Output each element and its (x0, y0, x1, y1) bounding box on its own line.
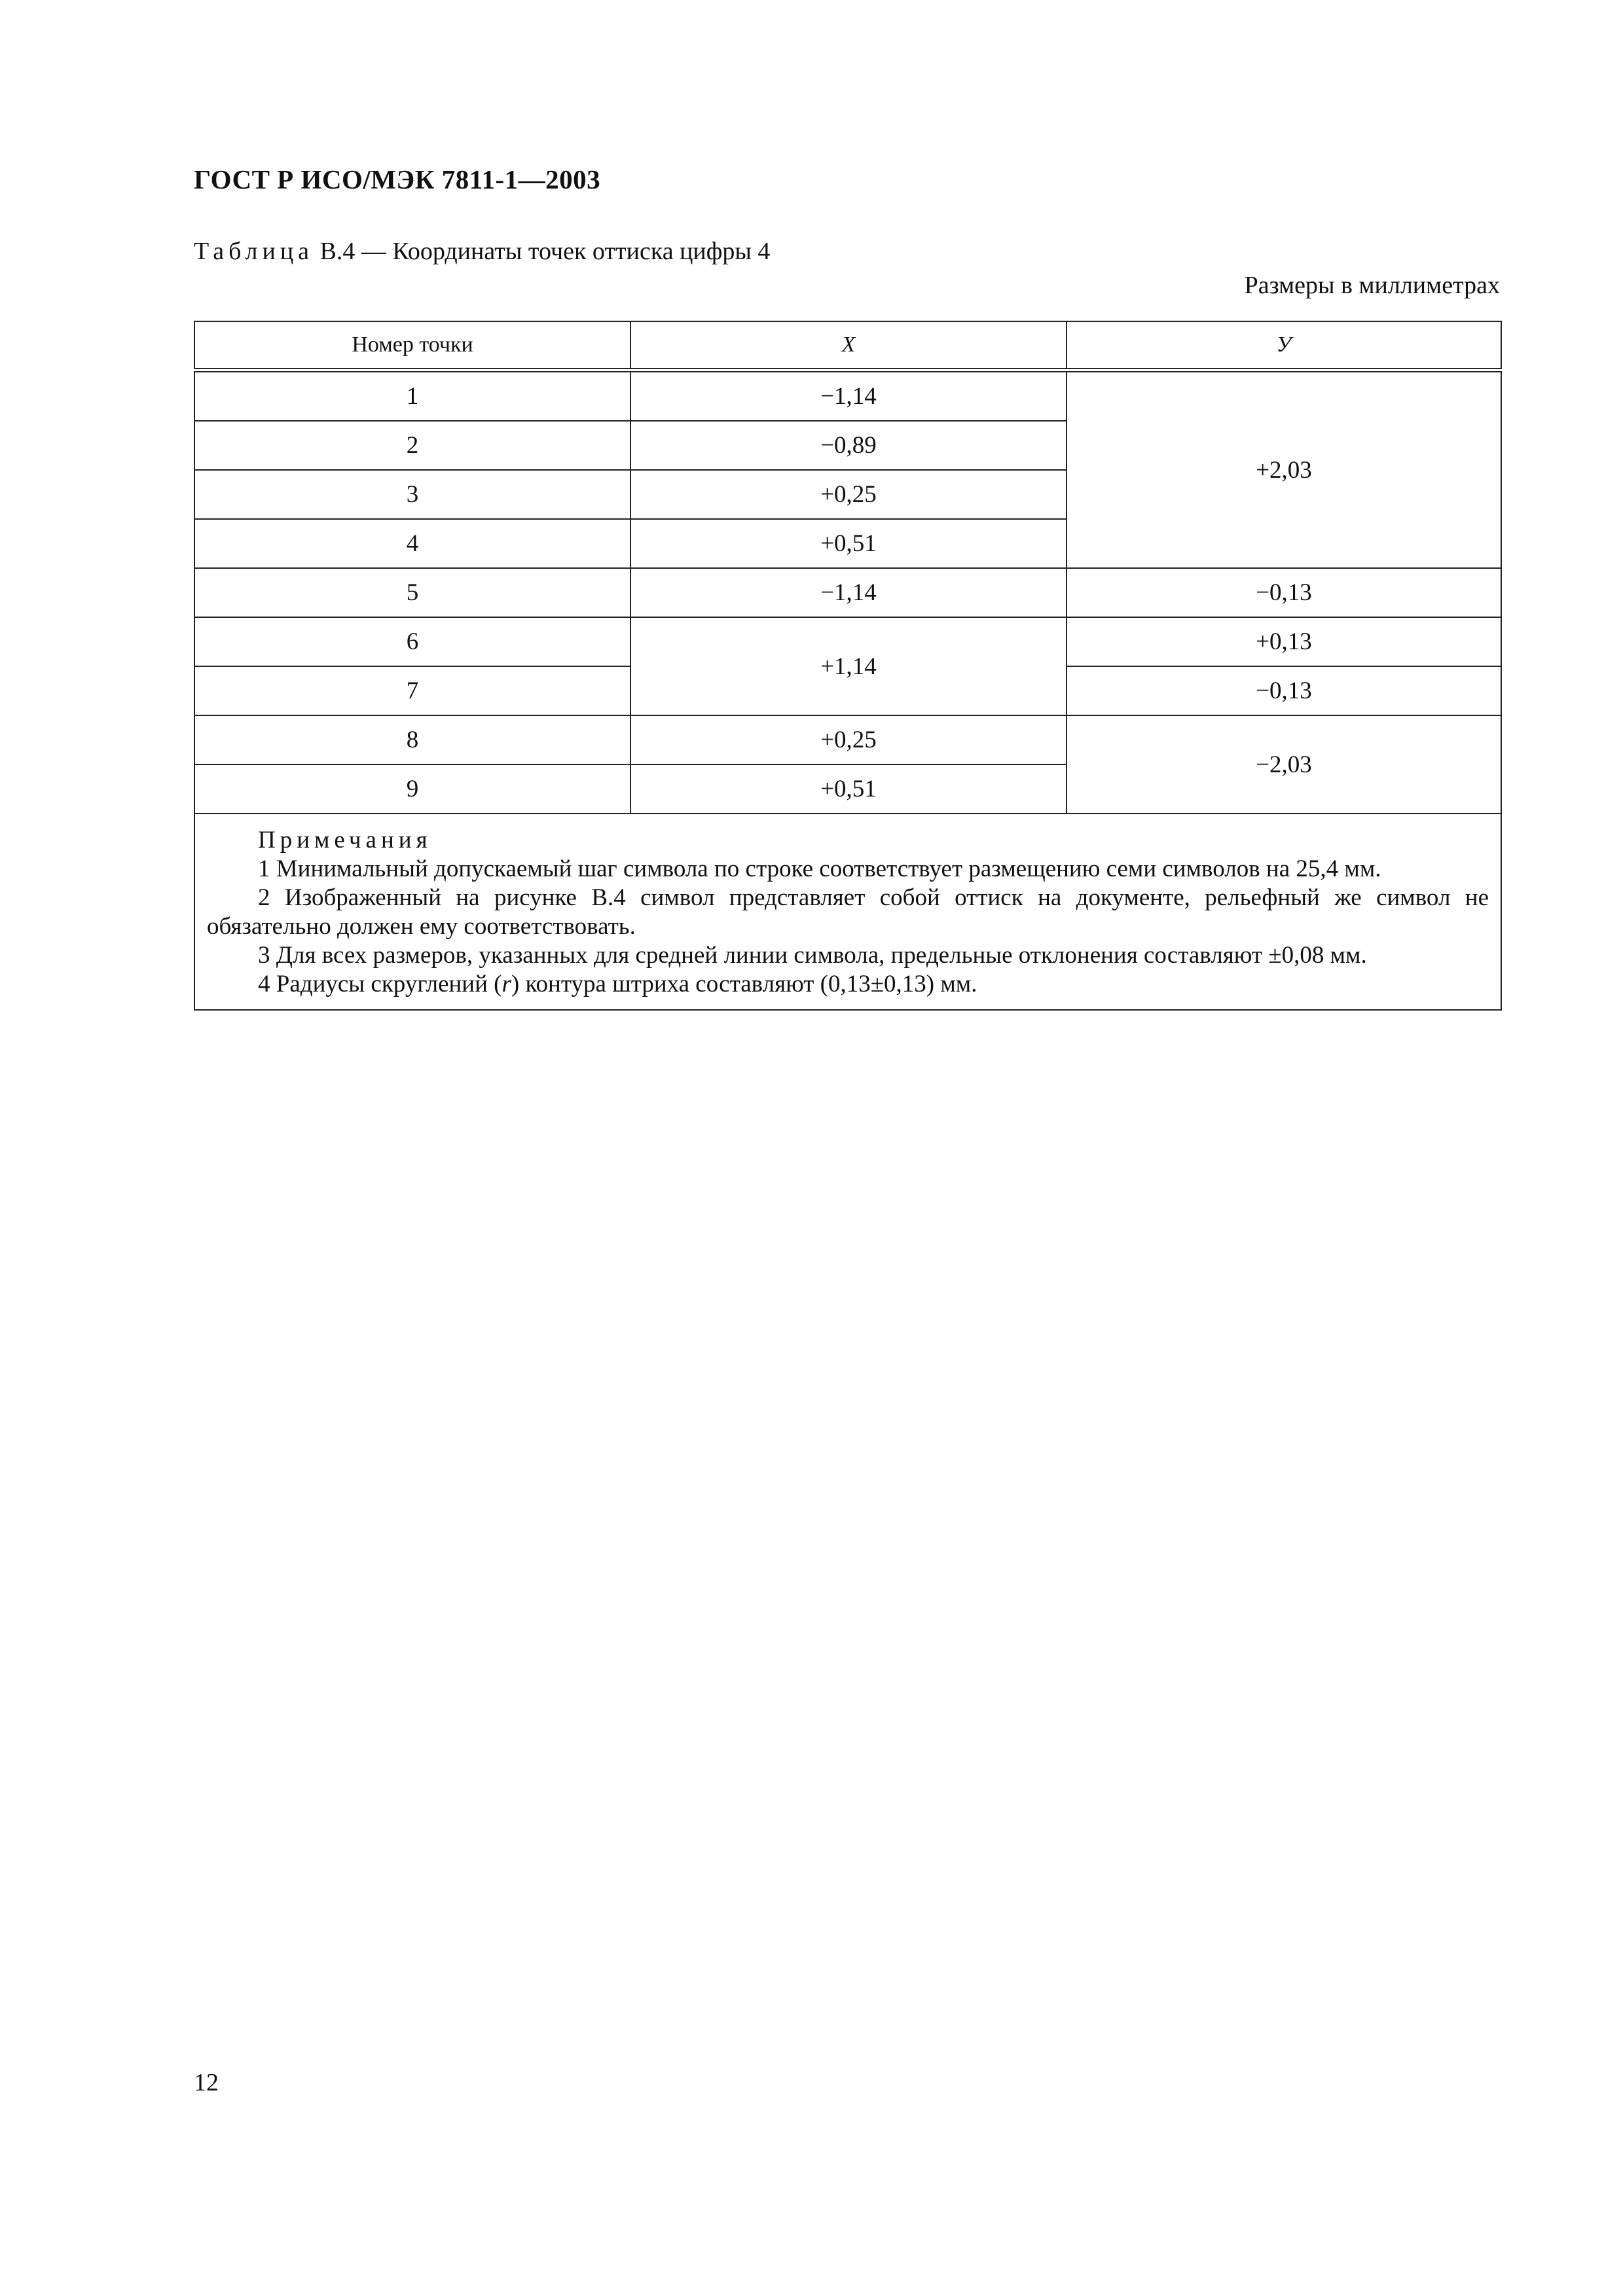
table-row (194, 617, 1501, 666)
x-value-cell: +0,25 (630, 470, 1067, 519)
table-row (194, 715, 1501, 764)
note-4-text-before: 4 Радиусы скруглений ( (258, 971, 502, 997)
table-caption-prefix: Таблица (194, 238, 314, 265)
x-value-cell: +0,25 (630, 715, 1067, 764)
column-header-x: X (630, 321, 1067, 370)
notes-title: Примечания (258, 827, 432, 853)
y-value-cell: +2,03 (1067, 370, 1501, 569)
point-number-cell: 4 (194, 519, 630, 568)
note-4-text-after: ) контура штриха составляют (0,13±0,13) мм. (511, 971, 977, 997)
table-caption (194, 237, 770, 266)
note-3: 3 Для всех размеров, указанных для средней линии символа, предельные отклонения составляют ±0,08 мм. (258, 942, 1367, 969)
note-1: 1 Минимальный допускаемый шаг символа по строке соответствует размещению семи символов на 25,4 мм. (258, 855, 1381, 882)
point-number-cell: 6 (194, 617, 630, 666)
point-number-cell: 9 (194, 764, 630, 814)
x-value-cell: +1,14 (630, 617, 1067, 715)
y-value-cell: −2,03 (1067, 715, 1501, 814)
table-row (194, 370, 1501, 422)
units-note: Размеры в миллиметрах (1244, 272, 1500, 299)
coordinates-table (194, 321, 1502, 1011)
x-value-cell: +0,51 (630, 519, 1067, 568)
point-number-cell: 8 (194, 715, 630, 764)
notes-row (194, 814, 1501, 1010)
page-number: 12 (194, 2069, 219, 2096)
point-number-cell: 7 (194, 666, 630, 715)
note-2: 2 Изображенный на рисунке В.4 символ представляет собой оттиск на документе, рельефный же символ не обязательно должен ему соответствовать. (207, 884, 1489, 940)
y-value-cell: −0,13 (1067, 568, 1501, 617)
table-row (194, 568, 1501, 617)
point-number-cell: 5 (194, 568, 630, 617)
notes-cell (194, 814, 1501, 1010)
table-caption-text: В.4 — Координаты точек оттиска цифры 4 (319, 238, 771, 265)
point-number-cell: 1 (194, 370, 630, 422)
document-header: ГОСТ Р ИСО/МЭК 7811-1—2003 (194, 164, 601, 194)
table-header-row (194, 321, 1501, 370)
y-value-cell: −0,13 (1067, 666, 1501, 715)
radius-symbol: r (501, 971, 511, 997)
x-value-cell: −1,14 (630, 370, 1067, 422)
column-header-point: Номер точки (194, 321, 630, 370)
point-number-cell: 3 (194, 470, 630, 519)
note-4 (207, 970, 1489, 999)
column-header-y: У (1067, 321, 1501, 370)
point-number-cell: 2 (194, 421, 630, 470)
y-value-cell: +0,13 (1067, 617, 1501, 666)
x-value-cell: −0,89 (630, 421, 1067, 470)
x-value-cell: +0,51 (630, 764, 1067, 814)
x-value-cell: −1,14 (630, 568, 1067, 617)
